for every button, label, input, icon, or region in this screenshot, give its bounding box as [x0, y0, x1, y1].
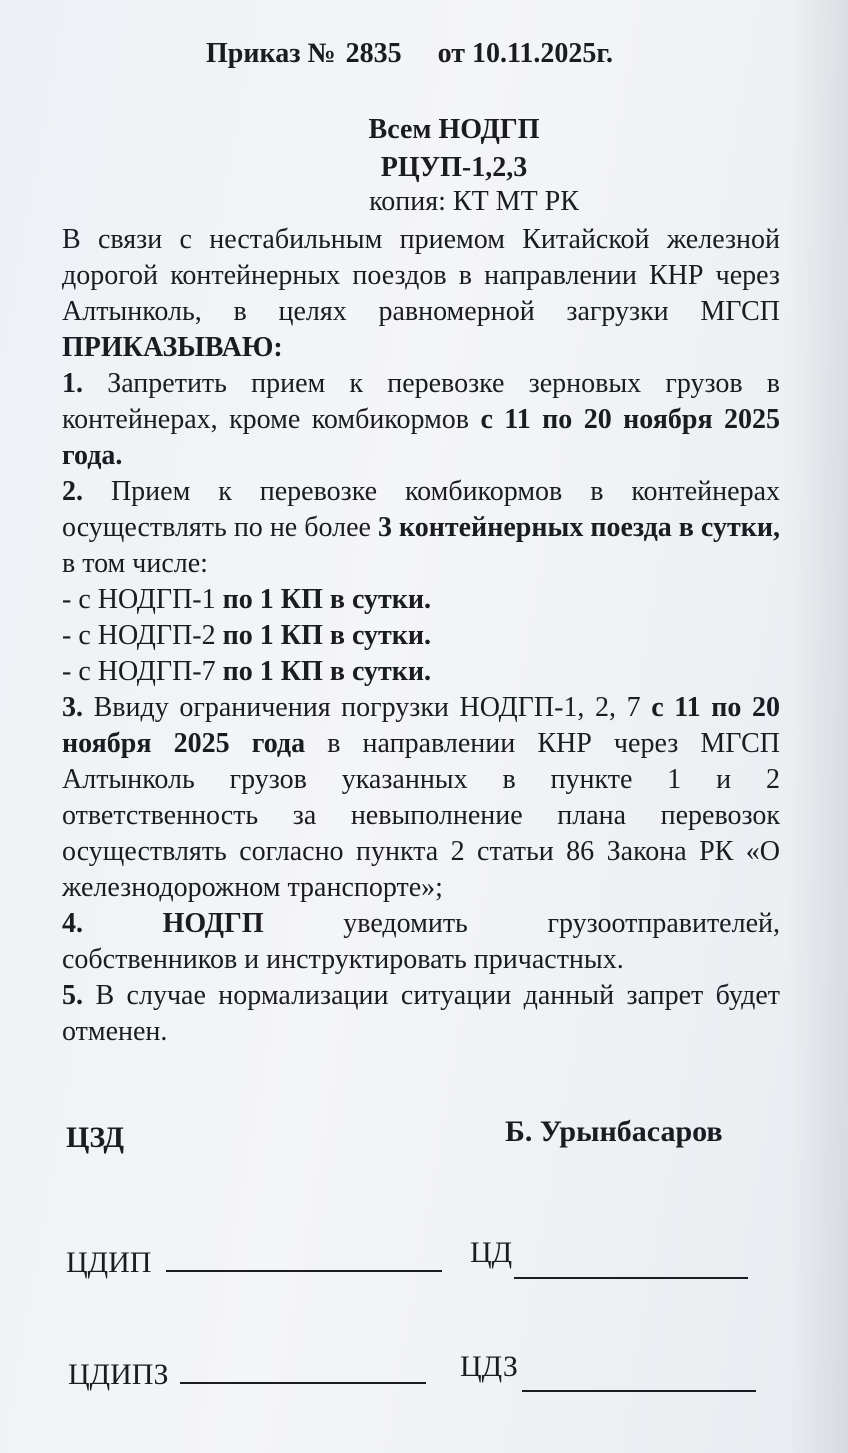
preamble-text: В связи с нестабильным приемом Китайской железной дорогой контейнерных поездов в направлении КНР через Алтынколь, в целях равномерной загрузки МГСП [62, 224, 780, 327]
item-5-text: В случае нормализации ситуации данный запрет будет отменен. [62, 980, 781, 1047]
item-2-number: 2. [62, 476, 83, 507]
item-2-sub-3 [62, 654, 780, 690]
item-2-sub-3-bold: по 1 КП в сутки. [222, 656, 432, 687]
order-label: Приказ № [206, 38, 336, 69]
item-2-sub-2-prefix: - с НОДГП-2 [62, 620, 216, 651]
addressee-line-2: РЦУП-1,2,3 [380, 152, 528, 183]
preamble [62, 222, 780, 366]
item-4-text: собственников и инструктировать причастных. [62, 944, 624, 975]
item-4-word-2: грузоотправителей, [547, 908, 780, 939]
item-1-text: Запретить прием к перевозке зерновых грузов в контейнерах, кроме комбикормов [62, 368, 781, 435]
order-date: от 10.11.2025г. [437, 38, 613, 69]
item-1 [62, 366, 780, 474]
approval-label-2: ЦД [470, 1236, 513, 1269]
item-3-bold: с 11 по 20 ноября 2025 года [62, 692, 781, 759]
signature-department: ЦЗД [66, 1121, 124, 1154]
approval-label-3: ЦДИПЗ [68, 1358, 169, 1391]
approval-line-1 [166, 1270, 442, 1272]
order-body [62, 222, 780, 1050]
signature-name: Б. Урынбасаров [505, 1115, 723, 1148]
item-5-number: 5. [62, 980, 83, 1011]
item-3-number: 3. [62, 692, 83, 723]
item-2-sub-2-bold: по 1 КП в сутки. [222, 620, 432, 651]
item-4-bold: НОДГП [162, 908, 264, 939]
order-number: 2835 [345, 38, 402, 69]
item-4-number: 4. [62, 908, 83, 939]
item-2-sub-3-prefix: - с НОДГП-7 [62, 656, 216, 687]
order-header [206, 38, 613, 70]
item-4-rest [62, 942, 780, 978]
item-1-number: 1. [62, 368, 83, 399]
item-3-text-b: в направлении КНР через МГСП Алтынколь грузов указанных в пункте 1 и 2 ответственность за невыполнение плана перевозок осуществлять согласно пункта 2 статьи 86 Закона РК «О железнодорожном транспорте»; [62, 728, 781, 903]
approval-label-1: ЦДИП [66, 1246, 152, 1279]
copy-line: копия: КТ МТ РК [369, 186, 579, 217]
item-4-word-1: уведомить [343, 908, 468, 939]
item-2-sub-1 [62, 582, 780, 618]
item-2-sub-2 [62, 618, 780, 654]
approval-line-3 [180, 1382, 426, 1384]
item-1-bold: с 11 по 20 ноября 2025 года [62, 404, 781, 471]
item-2-bold: 3 контейнерных поезда в сутки, [377, 512, 781, 543]
approval-line-4 [522, 1390, 756, 1392]
approval-line-2 [514, 1277, 748, 1279]
approval-label-4: ЦДЗ [460, 1350, 518, 1383]
item-2-text: Прием к перевозке комбикормов в контейнерах осуществлять по не более [62, 476, 781, 543]
preamble-bold: ПРИКАЗЫВАЮ: [62, 332, 283, 363]
item-4-first-line [62, 906, 780, 942]
item-2-sub-1-bold: по 1 КП в сутки. [222, 584, 432, 615]
item-2-sub-1-prefix: - с НОДГП-1 [62, 584, 216, 615]
item-2-end: в том числе: [62, 548, 208, 579]
item-3-text-a: Ввиду ограничения погрузки НОДГП-1, 2, 7 [93, 692, 641, 723]
item-3 [62, 690, 780, 906]
item-1-end: . [115, 440, 123, 471]
addressee-line-1: Всем НОДГП [368, 114, 540, 145]
item-5 [62, 978, 780, 1050]
item-2 [62, 474, 780, 582]
